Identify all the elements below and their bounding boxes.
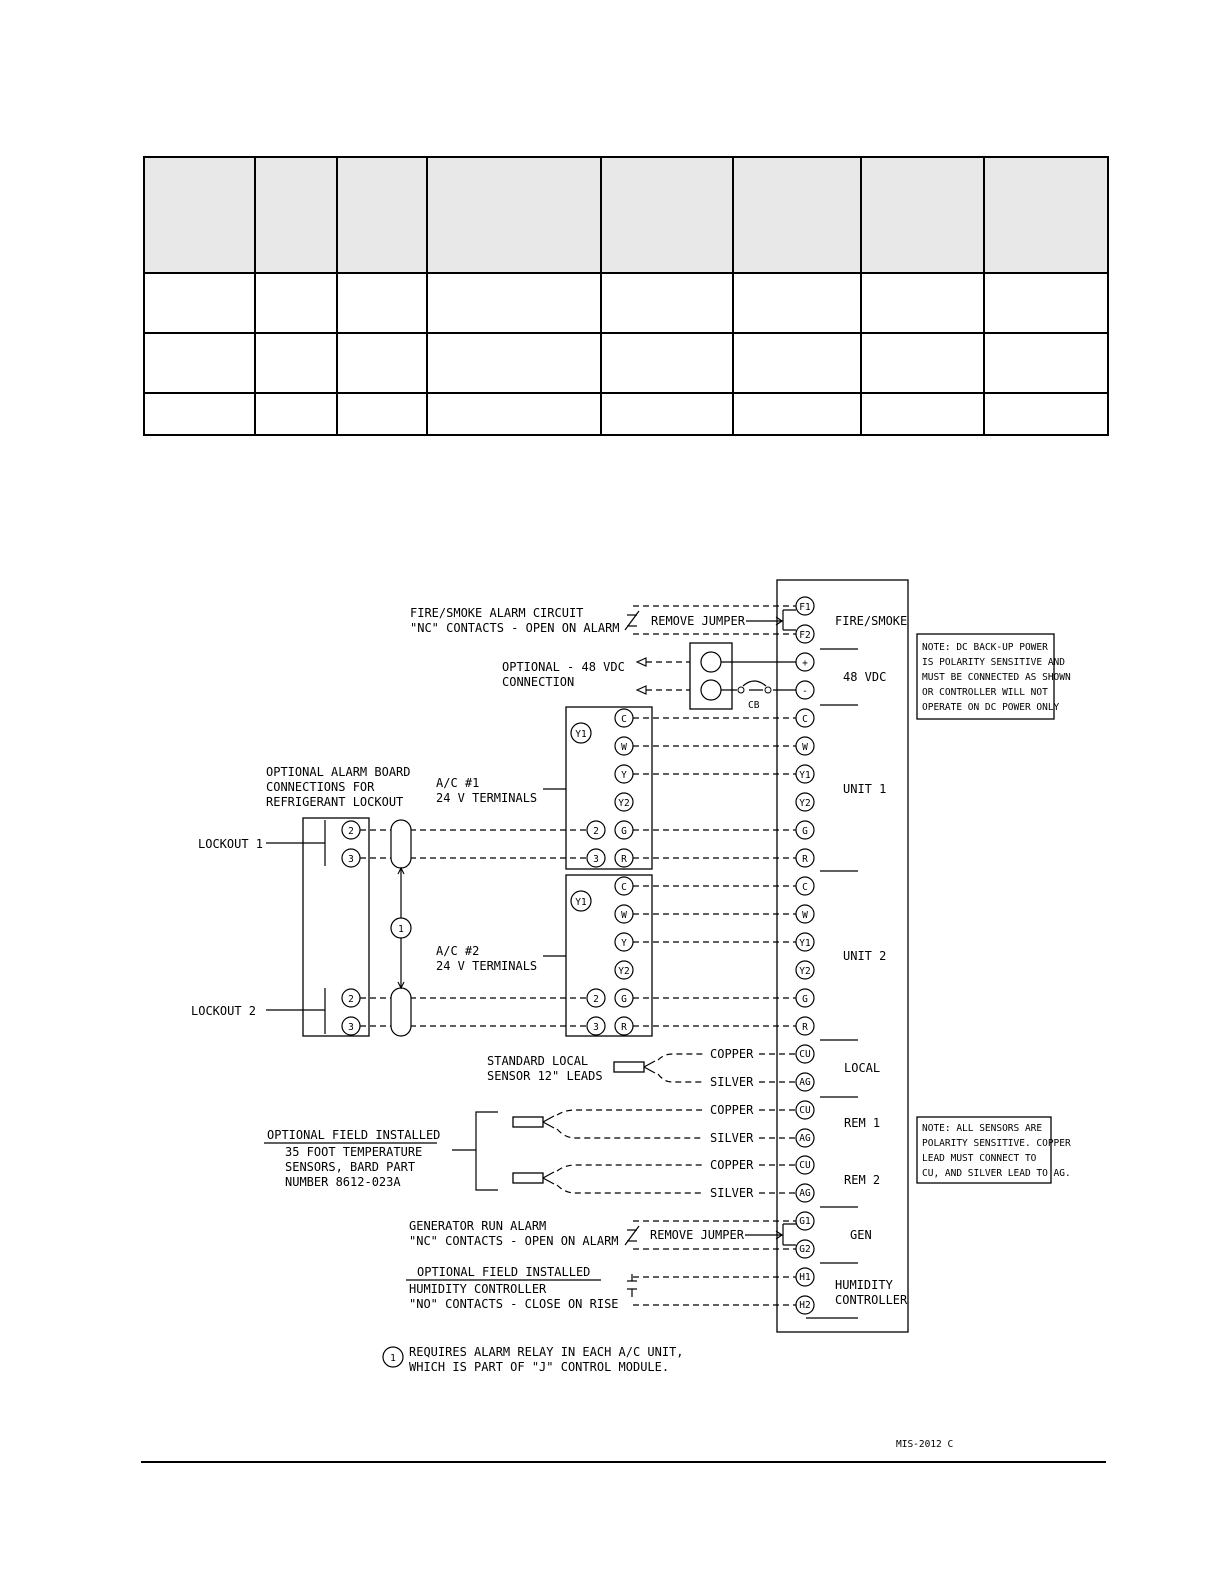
- terminal-label: W: [621, 910, 627, 921]
- terminal-label: 2: [348, 826, 354, 837]
- terminal-label: C: [802, 882, 808, 893]
- arrow-icon: [637, 658, 646, 666]
- terminal-label: CU: [799, 1160, 811, 1171]
- sensor-leads: [644, 1061, 655, 1073]
- lockout1-label: LOCKOUT 1: [198, 837, 264, 851]
- cb-label: CB: [748, 700, 760, 711]
- dc-note-line: MUST BE CONNECTED AS SHOWN: [922, 672, 1071, 683]
- terminal-label: G1: [799, 1216, 811, 1227]
- lockout-title-2: CONNECTIONS FOR: [266, 780, 375, 794]
- terminal-label: Y: [621, 938, 627, 949]
- terminal-label: 2: [593, 826, 599, 837]
- terminal-label: 3: [593, 854, 599, 865]
- terminal-label: W: [802, 742, 808, 753]
- terminal-label: Y2: [799, 798, 811, 809]
- terminal-label: R: [621, 1022, 627, 1033]
- gen-label: GEN: [850, 1228, 872, 1242]
- terminal-label: AG: [799, 1133, 811, 1144]
- terminal-label: AG: [799, 1077, 811, 1088]
- local-sensor-icon: [614, 1062, 644, 1072]
- terminal-label: 3: [348, 854, 354, 865]
- terminal-label: Y2: [618, 798, 630, 809]
- standard-sensor-label-2: SENSOR 12" LEADS: [487, 1069, 603, 1083]
- terminal-label: R: [802, 854, 808, 865]
- terminal-label: F2: [799, 630, 811, 641]
- breaker-contact: [765, 687, 771, 693]
- fire-alarm-title: FIRE/SMOKE ALARM CIRCUIT: [410, 606, 584, 620]
- unit2-label: UNIT 2: [843, 949, 887, 963]
- terminal-label: CU: [799, 1105, 811, 1116]
- terminal-label: Y: [621, 770, 627, 781]
- rem2-label: REM 2: [844, 1173, 881, 1187]
- sensor-bracket: [452, 1112, 498, 1190]
- ac1-terminals-label: 24 V TERMINALS: [436, 791, 538, 805]
- optional-sensors-line-1: 35 FOOT TEMPERATURE: [285, 1145, 423, 1159]
- sensor-note-line: NOTE: ALL SENSORS ARE: [922, 1123, 1043, 1134]
- rem1-sensor-icon: [513, 1117, 543, 1127]
- contact-symbol: [625, 611, 639, 630]
- breaker-contact: [738, 687, 744, 693]
- footnote-line-2: WHICH IS PART OF "J" CONTROL MODULE.: [409, 1360, 670, 1374]
- silver-label: SILVER: [710, 1075, 754, 1089]
- terminal-label: R: [621, 854, 627, 865]
- shielded-cable-1: [391, 820, 411, 868]
- terminal-label: W: [802, 910, 808, 921]
- dc-note-line: OPERATE ON DC POWER ONLY: [922, 702, 1060, 713]
- lockout-title-3: REFRIGERANT LOCKOUT: [266, 795, 404, 809]
- ac2-terminals-label: 24 V TERMINALS: [436, 959, 538, 973]
- remove-jumper-label: REMOVE JUMPER: [651, 614, 745, 628]
- terminal-label: 3: [348, 1022, 354, 1033]
- terminal-label: H1: [799, 1272, 811, 1283]
- rem1-label: REM 1: [844, 1116, 881, 1130]
- terminal-label: Y2: [799, 966, 811, 977]
- standard-sensor-label-1: STANDARD LOCAL: [487, 1054, 589, 1068]
- circuit-breaker-icon: [743, 681, 766, 686]
- lockout-title-1: OPTIONAL ALARM BOARD: [266, 765, 411, 779]
- wires-unit1: [633, 718, 796, 858]
- terminal-label: W: [621, 742, 627, 753]
- sensor-note-line: CU, AND SILVER LEAD TO AG.: [922, 1168, 1071, 1179]
- silver-label: SILVER: [710, 1186, 754, 1200]
- wire-local-copper: [658, 1054, 704, 1060]
- ac1-label: A/C #1: [436, 776, 480, 790]
- humidity-optional-title: OPTIONAL FIELD INSTALLED: [417, 1265, 591, 1279]
- copper-label: COPPER: [710, 1158, 754, 1172]
- copper-label: COPPER: [710, 1103, 754, 1117]
- wire-rem2-silver: [557, 1185, 704, 1193]
- wire-rem1-silver: [557, 1129, 704, 1138]
- dc-connector-plus: [701, 652, 721, 672]
- terminal-label: G: [621, 994, 627, 1005]
- terminal-label: F1: [799, 602, 811, 613]
- sensor-leads: [543, 1172, 554, 1184]
- humidity-label: HUMIDITY: [835, 1278, 893, 1292]
- terminal-label: Y2: [618, 966, 630, 977]
- local-label: LOCAL: [844, 1061, 881, 1075]
- terminal-label: G2: [799, 1244, 811, 1255]
- shielded-cable-2: [391, 988, 411, 1036]
- footnote-line-1: REQUIRES ALARM RELAY IN EACH A/C UNIT,: [409, 1345, 684, 1359]
- rem2-sensor-icon: [513, 1173, 543, 1183]
- dc-connector-minus: [701, 680, 721, 700]
- dc-note-line: OR CONTROLLER WILL NOT: [922, 687, 1048, 698]
- dc-note-line: IS POLARITY SENSITIVE AND: [922, 657, 1065, 668]
- humidity-contacts-label: "NO" CONTACTS - CLOSE ON RISE: [409, 1297, 619, 1311]
- wire-rem1-copper: [557, 1110, 704, 1115]
- arrow-icon: [637, 686, 646, 694]
- terminal-label: Y1: [799, 938, 811, 949]
- silver-label: SILVER: [710, 1131, 754, 1145]
- terminal-label: C: [802, 714, 808, 725]
- drawing-id: MIS-2012 C: [896, 1439, 954, 1450]
- fire-alarm-sub: "NC" CONTACTS - OPEN ON ALARM: [410, 621, 620, 635]
- terminal-label: 2: [593, 994, 599, 1005]
- terminal-label: C: [621, 882, 627, 893]
- terminal-label: 2: [348, 994, 354, 1005]
- terminal-label: 3: [593, 1022, 599, 1033]
- footer-rule: [141, 1461, 1106, 1463]
- wires-unit2: [633, 886, 796, 1026]
- terminal-label: G: [802, 994, 808, 1005]
- generator-alarm-title: GENERATOR RUN ALARM: [409, 1219, 547, 1233]
- wire-rem2-copper: [557, 1165, 704, 1171]
- contact-symbol: [625, 1226, 639, 1245]
- terminal-label: Y1: [575, 729, 587, 740]
- lockout2-label: LOCKOUT 2: [191, 1004, 257, 1018]
- sensor-note-line: POLARITY SENSITIVE. COPPER: [922, 1138, 1071, 1149]
- optional-sensors-line-3: NUMBER 8612-023A: [285, 1175, 401, 1189]
- fire-smoke-label: FIRE/SMOKE: [835, 614, 908, 628]
- terminal-label: Y1: [799, 770, 811, 781]
- 48vdc-label: 48 VDC: [843, 670, 887, 684]
- lockout-board: [303, 818, 369, 1036]
- generator-alarm-sub: "NC" CONTACTS - OPEN ON ALARM: [409, 1234, 619, 1248]
- footnote-marker-label: 1: [390, 1353, 396, 1364]
- terminal-label: +: [802, 658, 808, 669]
- terminal-label: CU: [799, 1049, 811, 1060]
- terminal-label: G: [802, 826, 808, 837]
- terminal-label: C: [621, 714, 627, 725]
- terminal-label: R: [802, 1022, 808, 1033]
- sensor-note-line: LEAD MUST CONNECT TO: [922, 1153, 1037, 1164]
- terminal-label: -: [802, 686, 808, 697]
- unit1-label: UNIT 1: [843, 782, 887, 796]
- jumper-f1-f2: [746, 610, 796, 630]
- optional-sensors-title: OPTIONAL FIELD INSTALLED: [267, 1128, 441, 1142]
- ac2-label: A/C #2: [436, 944, 480, 958]
- humidity-controller-label: HUMIDITY CONTROLLER: [409, 1282, 547, 1296]
- remove-jumper-label: REMOVE JUMPER: [650, 1228, 744, 1242]
- note-marker-label: 1: [398, 924, 404, 935]
- dc-note-line: NOTE: DC BACK-UP POWER: [922, 642, 1048, 653]
- optional-48vdc-connection: CONNECTION: [502, 675, 575, 689]
- terminal-label: H2: [799, 1300, 811, 1311]
- terminal-label: Y1: [575, 897, 587, 908]
- terminal-label: G: [621, 826, 627, 837]
- optional-sensors-line-2: SENSORS, BARD PART: [285, 1160, 416, 1174]
- wire-local-silver: [658, 1074, 704, 1082]
- sensor-leads: [543, 1116, 554, 1128]
- optional-48vdc: OPTIONAL - 48 VDC: [502, 660, 625, 674]
- controller-label: CONTROLLER: [835, 1293, 908, 1307]
- jumper-g1-g2: [745, 1224, 796, 1245]
- terminal-label: AG: [799, 1188, 811, 1199]
- copper-label: COPPER: [710, 1047, 754, 1061]
